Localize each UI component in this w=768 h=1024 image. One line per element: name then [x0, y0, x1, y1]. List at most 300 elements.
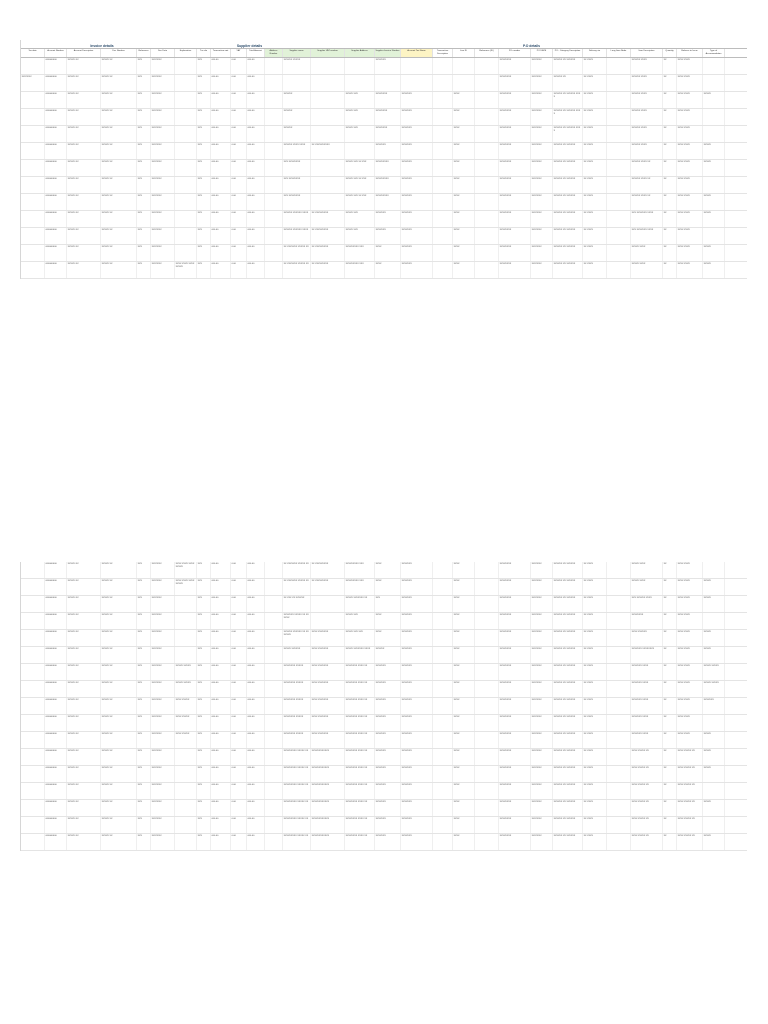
table-cell: XX XXXX: [583, 579, 607, 595]
table-cell: XXXX: [453, 228, 475, 244]
table-cell: XXXXXXX: [401, 800, 433, 816]
table-cell: [607, 126, 631, 142]
table-cell: [433, 194, 453, 210]
column-header: Long Item Nmbr: [607, 49, 631, 57]
table-cell: XX XXXX: [583, 58, 607, 74]
table-cell: [311, 160, 345, 176]
table-cell: 000.00: [211, 228, 231, 244]
table-cell: XX: [663, 194, 677, 210]
table-cell: 0.00: [231, 562, 247, 578]
table-cell: XXXXX XX: [101, 143, 137, 159]
table-cell: XXXXX: [703, 647, 725, 663]
table-cell: XX: [663, 579, 677, 595]
table-cell: XXXXX-XX: [67, 749, 101, 765]
table-cell: XXXXX-XX: [67, 783, 101, 799]
table-row: [21, 160, 747, 177]
table-cell: XXXXXXX: [375, 681, 401, 697]
table-cell: XXXXX-XX: [67, 698, 101, 714]
table-cell: 0.00: [231, 732, 247, 748]
table-cell: [265, 143, 283, 159]
table-cell: XXXXX XX: [101, 228, 137, 244]
table-cell: XX XXXX: [583, 596, 607, 612]
table-cell: XX XXXXXXXXX: [311, 579, 345, 595]
table-cell: [433, 664, 453, 680]
table-cell: [607, 766, 631, 782]
table-cell: XXXXX XXX: [345, 613, 375, 629]
table-cell: XX/XX/XX: [531, 596, 553, 612]
table-cell: XXXXX XX: [101, 579, 137, 595]
table-cell: [475, 766, 499, 782]
table-cell: XX XXXX: [583, 262, 607, 278]
column-header: Tax date: [21, 49, 45, 57]
table-cell: XX/XX/XX: [151, 126, 175, 142]
table-cell: XX XXXX: [583, 664, 607, 680]
table-cell: [265, 160, 283, 176]
table-cell: 0.00: [231, 194, 247, 210]
column-group-row: [21, 40, 747, 48]
table-cell: XXXXX: [703, 732, 725, 748]
table-cell: XXXXXXXX: [499, 562, 531, 578]
table-cell: [175, 647, 197, 663]
table-cell: XXXXXXX: [401, 92, 433, 108]
table-cell: [607, 262, 631, 278]
table-cell: XX: [663, 109, 677, 125]
table-cell: XXX: [137, 749, 151, 765]
table-cell: [175, 749, 197, 765]
table-cell: [265, 647, 283, 663]
table-cell: XXXXXXX: [401, 783, 433, 799]
table-cell: XXXXXX XXXX: [631, 75, 663, 91]
table-cell: [345, 75, 375, 91]
table-cell: XXXX XXXX: [677, 562, 703, 578]
table-cell: 0.00: [231, 160, 247, 176]
table-cell: XXXXXXX XXXX: [631, 698, 663, 714]
table-cell: XXXX XXXXXXX: [311, 715, 345, 731]
table-cell: XXXX XXXX: [677, 92, 703, 108]
table-cell: XXXX XXXX: [677, 160, 703, 176]
table-cell: XX: [663, 228, 677, 244]
table-cell: XXXXXXXX: [499, 245, 531, 261]
table-cell: 000000000: [45, 817, 67, 833]
table-cell: XX: [663, 160, 677, 176]
table-cell: XX XXXX: [583, 647, 607, 663]
table-cell: XX/XX/XX: [151, 749, 175, 765]
table-cell: XXX: [197, 211, 211, 227]
table-cell: XXXXX: [703, 834, 725, 850]
table-cell: XXXXX-XX: [67, 732, 101, 748]
table-cell: XXXXX XXXXXXX XX: [345, 596, 375, 612]
table-cell: XXXX: [453, 613, 475, 629]
table-cell: XX XXXX: [583, 177, 607, 193]
table-cell: XXX: [137, 92, 151, 108]
table-cell: XXXXXXX: [375, 732, 401, 748]
table-cell: 000.00: [211, 562, 231, 578]
table-cell: [401, 58, 433, 74]
table-cell: 000.00: [211, 664, 231, 680]
table-cell: XX/XX/XX: [151, 109, 175, 125]
table-cell: [265, 126, 283, 142]
table-cell: [433, 834, 453, 850]
table-cell: XXXXXXXX: [499, 143, 531, 159]
table-cell: [265, 245, 283, 261]
table-cell: XXXX XXXX: [677, 732, 703, 748]
column-header: Doc Number: [101, 49, 137, 57]
table-row: [21, 75, 747, 92]
table-cell: 000.00: [211, 732, 231, 748]
table-cell: XXXX XXXXX XX: [631, 783, 663, 799]
table-cell: XXX: [137, 596, 151, 612]
table-cell: [175, 177, 197, 193]
table-cell: 000000000: [45, 245, 67, 261]
table-cell: XXXX XXXX: [677, 75, 703, 91]
table-cell: XXX: [137, 783, 151, 799]
table-cell: [433, 647, 453, 663]
table-cell: XXX XXXXXX XXXX: [631, 596, 663, 612]
table-cell: [175, 783, 197, 799]
table-cell: XXXXX XX: [101, 834, 137, 850]
table-cell: 000.00: [247, 800, 265, 816]
table-cell: XX/XX/XX: [151, 664, 175, 680]
table-cell: XXXXX XXXXX: [175, 681, 197, 697]
table-cell: 000.00: [211, 800, 231, 816]
column-header: Delivery via: [583, 49, 607, 57]
table-cell: XXXXXX XX XXXXXX: [553, 596, 583, 612]
table-cell: XXXX XXXX XXXXXXXXX: [175, 579, 197, 595]
table-row: [21, 698, 747, 715]
table-cell: XXXXXXX: [375, 698, 401, 714]
table-cell: XXXXXX XX XXXXXX: [553, 613, 583, 629]
table-cell: XXXXX: [703, 630, 725, 646]
table-cell: XXXXX-XX: [67, 177, 101, 193]
table-cell: XX/XX/XX: [151, 194, 175, 210]
table-cell: XX/XX/XX: [531, 579, 553, 595]
column-header: Reference: [137, 49, 151, 57]
table-cell: XXXXXXXX XXXX XX: [345, 664, 375, 680]
table-cell: [311, 126, 345, 142]
table-cell: XX XXXX: [583, 75, 607, 91]
table-cell: XX XXXX: [583, 613, 607, 629]
table-cell: [475, 126, 499, 142]
table-cell: 000.00: [247, 126, 265, 142]
table-cell: [433, 143, 453, 159]
table-cell: XX: [663, 262, 677, 278]
table-cell: XXXXX XX: [101, 109, 137, 125]
table-cell: XXXXXXXX: [375, 109, 401, 125]
table-cell: XXXXXXXX: [631, 613, 663, 629]
table-cell: XXXXX XX: [101, 800, 137, 816]
table-cell: XX/XX/XX: [151, 58, 175, 74]
table-cell: XXXXX: [703, 160, 725, 176]
table-cell: [265, 749, 283, 765]
table-cell: XXXXXXX: [401, 562, 433, 578]
table-cell: XXXXXXXXX: [375, 177, 401, 193]
table-cell: XX: [663, 647, 677, 663]
table-cell: XXXXX: [703, 579, 725, 595]
table-cell: XXXXX XX: [101, 749, 137, 765]
table-cell: [265, 681, 283, 697]
table-cell: XX XXXX: [583, 715, 607, 731]
table-cell: XXXXXX XX XXXXXX XXXX: [553, 126, 583, 142]
table-cell: [375, 75, 401, 91]
table-cell: [21, 834, 45, 850]
table-cell: [345, 143, 375, 159]
table-cell: XXXXXXXX XXXX XX: [345, 681, 375, 697]
table-cell: XXXXX: [703, 596, 725, 612]
table-cell: [21, 58, 45, 74]
table-cell: XXX: [197, 817, 211, 833]
table-cell: XX/XX/XX: [151, 681, 175, 697]
table-cell: XXX: [137, 613, 151, 629]
table-cell: [175, 92, 197, 108]
table-cell: 000000000: [45, 749, 67, 765]
table-cell: XX XXXX: [583, 126, 607, 142]
table-cell: XXXXX XX: [101, 245, 137, 261]
table-cell: XXXXX XXX: [345, 126, 375, 142]
table-cell: [21, 262, 45, 278]
table-cell: XXXXXX XXXX XXXX: [283, 143, 311, 159]
table-cell: XXXXX XXX XX XXX: [345, 177, 375, 193]
table-cell: [175, 194, 197, 210]
table-cell: XXX XXXXXXX XXXX: [631, 228, 663, 244]
table-cell: [453, 58, 475, 74]
table-cell: XXXX XXXXX XX: [677, 783, 703, 799]
table-cell: XXXXX XX: [101, 766, 137, 782]
table-cell: 000.00: [211, 579, 231, 595]
table-cell: XXXXX XX: [101, 783, 137, 799]
table-cell: XXXX: [453, 800, 475, 816]
table-cell: XX XXXX: [583, 109, 607, 125]
table-cell: XXXXX-XX: [67, 647, 101, 663]
table-cell: XXXXX XX: [101, 58, 137, 74]
table-cell: [433, 749, 453, 765]
table-cell: XX/XX/XX: [531, 647, 553, 663]
table-cell: XXXXXXXX XXXXX: [283, 715, 311, 731]
table-cell: XXX: [137, 211, 151, 227]
table-cell: XXXXXXX: [401, 228, 433, 244]
table-cell: 000.00: [247, 160, 265, 176]
table-cell: XXXXX-XX: [67, 160, 101, 176]
table-cell: XXXX: [453, 817, 475, 833]
table-cell: [311, 194, 345, 210]
table-cell: XXXX: [453, 194, 475, 210]
table-cell: XXXXXXX: [401, 766, 433, 782]
table-cell: [703, 126, 725, 142]
column-header: Reference (ID): [475, 49, 499, 57]
table-cell: XXX: [137, 817, 151, 833]
table-cell: [175, 245, 197, 261]
table-cell: XXXXXX XX XXXXXX: [553, 698, 583, 714]
table-cell: XX/XX/XX: [21, 75, 45, 91]
table-cell: XXXXX-XX: [67, 245, 101, 261]
table-cell: XXXXXX XX XXXXXX: [553, 228, 583, 244]
table-cell: [21, 228, 45, 244]
ledger-sheet-top: [20, 40, 747, 279]
table-cell: XX XXXXXXXXX: [311, 562, 345, 578]
table-cell: XXXXX XXXX: [631, 245, 663, 261]
table-cell: XXXXXXXX XXXX XX: [345, 783, 375, 799]
table-cell: XX/XX/XX: [531, 698, 553, 714]
table-cell: XXXXXXXXX XXXXX XX: [283, 766, 311, 782]
table-cell: XXX: [197, 562, 211, 578]
table-cell: [21, 92, 45, 108]
table-cell: XXXXX: [703, 194, 725, 210]
table-cell: XXX: [197, 596, 211, 612]
table-cell: XXXXXXXX: [375, 126, 401, 142]
table-cell: [21, 817, 45, 833]
table-cell: XXX: [197, 698, 211, 714]
table-cell: XXXXXXX: [401, 194, 433, 210]
table-cell: XX/XX/XX: [531, 613, 553, 629]
table-row: [21, 228, 747, 245]
table-row: [21, 783, 747, 800]
table-cell: XXXXXX XXXXXX XXXX: [283, 228, 311, 244]
table-cell: XX XXXXXXX XXXXX XX: [283, 562, 311, 578]
table-cell: XXXXX XX: [101, 715, 137, 731]
table-cell: [265, 732, 283, 748]
table-cell: XXXXXXXX: [499, 749, 531, 765]
table-cell: [265, 58, 283, 74]
table-cell: [607, 817, 631, 833]
table-cell: XXXX: [453, 732, 475, 748]
table-cell: XXXXXXX XXXX: [631, 732, 663, 748]
table-cell: [265, 834, 283, 850]
table-cell: XXXXX XX: [101, 126, 137, 142]
table-cell: [433, 732, 453, 748]
table-cell: 000.00: [211, 160, 231, 176]
table-cell: XX/XX/XX: [531, 800, 553, 816]
table-cell: [475, 681, 499, 697]
table-cell: [607, 613, 631, 629]
table-cell: 000000000: [45, 579, 67, 595]
table-cell: XXXXXX XXXX XX: [631, 194, 663, 210]
table-cell: XX/XX/XX: [531, 92, 553, 108]
table-row: [21, 579, 747, 596]
column-header: PO - Category Description: [553, 49, 583, 57]
table-cell: [433, 579, 453, 595]
table-cell: XXXX XXXXXXX: [311, 732, 345, 748]
table-cell: XXXXX-XX: [67, 817, 101, 833]
table-cell: XX: [663, 613, 677, 629]
table-cell: XX XXXX: [583, 245, 607, 261]
table-cell: XXXXXX XXXXXX XX XXXXXXX: [283, 630, 311, 646]
table-cell: XX: [663, 630, 677, 646]
column-header: Account Description: [67, 49, 101, 57]
table-cell: 0.00: [231, 664, 247, 680]
table-cell: XXX: [137, 766, 151, 782]
table-cell: [433, 596, 453, 612]
table-cell: XXXXXXX: [401, 262, 433, 278]
table-cell: 000000000: [45, 698, 67, 714]
table-cell: XX XXXX: [583, 817, 607, 833]
table-cell: 000.00: [247, 228, 265, 244]
table-cell: XXXXXX: [283, 126, 311, 142]
table-cell: XXXXX XX: [101, 698, 137, 714]
table-cell: [433, 630, 453, 646]
table-cell: XXXXXXXX XXXXX: [283, 664, 311, 680]
table-cell: XX/XX/XX: [151, 630, 175, 646]
table-cell: XXXXXXXX XXXXX: [283, 698, 311, 714]
table-body: [21, 58, 747, 279]
table-cell: XXXXXXXX: [499, 766, 531, 782]
table-cell: [607, 562, 631, 578]
table-cell: XXXXXXX: [401, 834, 433, 850]
table-cell: XXXXXX XX XXXXXX: [553, 817, 583, 833]
table-cell: [475, 579, 499, 595]
table-cell: XX XXXX: [583, 630, 607, 646]
table-cell: XX: [663, 177, 677, 193]
table-cell: XXX: [137, 562, 151, 578]
table-cell: [433, 211, 453, 227]
column-header: PO DATE: [531, 49, 553, 57]
table-cell: XXX: [137, 681, 151, 697]
table-cell: XXXX: [453, 698, 475, 714]
table-cell: XX XXXXXXXXX: [311, 245, 345, 261]
column-header: Transaction Description: [433, 49, 453, 57]
table-cell: [607, 211, 631, 227]
table-cell: [607, 194, 631, 210]
table-cell: XXXXXXXX: [499, 228, 531, 244]
table-cell: XXXXXXXX XXXX XX: [345, 800, 375, 816]
table-cell: [21, 160, 45, 176]
table-cell: XXXXXXX: [401, 177, 433, 193]
table-cell: XX XXXXXXXXX: [311, 262, 345, 278]
table-cell: [703, 817, 725, 833]
table-cell: XXXXX XX: [101, 75, 137, 91]
table-cell: XXXXXXXX XXXX XX: [345, 749, 375, 765]
table-cell: XXXXX-XX: [67, 834, 101, 850]
table-cell: XXXX XXXX: [677, 630, 703, 646]
table-cell: [607, 92, 631, 108]
table-cell: XXXXX XXX: [345, 211, 375, 227]
table-cell: XXXXX: [703, 143, 725, 159]
table-cell: [175, 126, 197, 142]
table-cell: XX XXXX: [583, 562, 607, 578]
table-cell: XXXXXXX: [375, 58, 401, 74]
table-cell: [21, 664, 45, 680]
table-cell: 000.00: [247, 681, 265, 697]
table-cell: 000.00: [247, 664, 265, 680]
table-cell: XX XXXX: [583, 698, 607, 714]
table-cell: 000000000: [45, 92, 67, 108]
table-cell: XXXXX XX: [101, 613, 137, 629]
table-cell: XXXXX XXX: [345, 92, 375, 108]
table-cell: 000.00: [247, 245, 265, 261]
table-cell: 000.00: [247, 143, 265, 159]
table-cell: XX/XX/XX: [531, 126, 553, 142]
table-cell: XXXXXXXXXXXX: [311, 800, 345, 816]
table-cell: [475, 75, 499, 91]
table-cell: 000000000: [45, 160, 67, 176]
table-cell: [21, 177, 45, 193]
table-cell: XXXXXX XX XXXXXX: [553, 245, 583, 261]
column-header: Supplier VAT number: [311, 49, 345, 57]
table-cell: XXXXXXX: [401, 211, 433, 227]
table-cell: XXXXX XXXX: [631, 262, 663, 278]
table-cell: XXXXXXX: [375, 228, 401, 244]
table-cell: [475, 596, 499, 612]
table-cell: XXXX XXXX: [677, 579, 703, 595]
table-cell: 0.00: [231, 647, 247, 663]
table-cell: XXXXX XX: [101, 647, 137, 663]
table-cell: XXXXX-XX: [67, 194, 101, 210]
table-cell: XXXXXXXXX XXXXX XX: [283, 834, 311, 850]
table-cell: XXX: [137, 262, 151, 278]
table-cell: XX XXXX: [583, 766, 607, 782]
table-cell: 000.00: [247, 647, 265, 663]
table-cell: [21, 143, 45, 159]
table-cell: XXXXX-XX: [67, 58, 101, 74]
table-cell: [703, 783, 725, 799]
